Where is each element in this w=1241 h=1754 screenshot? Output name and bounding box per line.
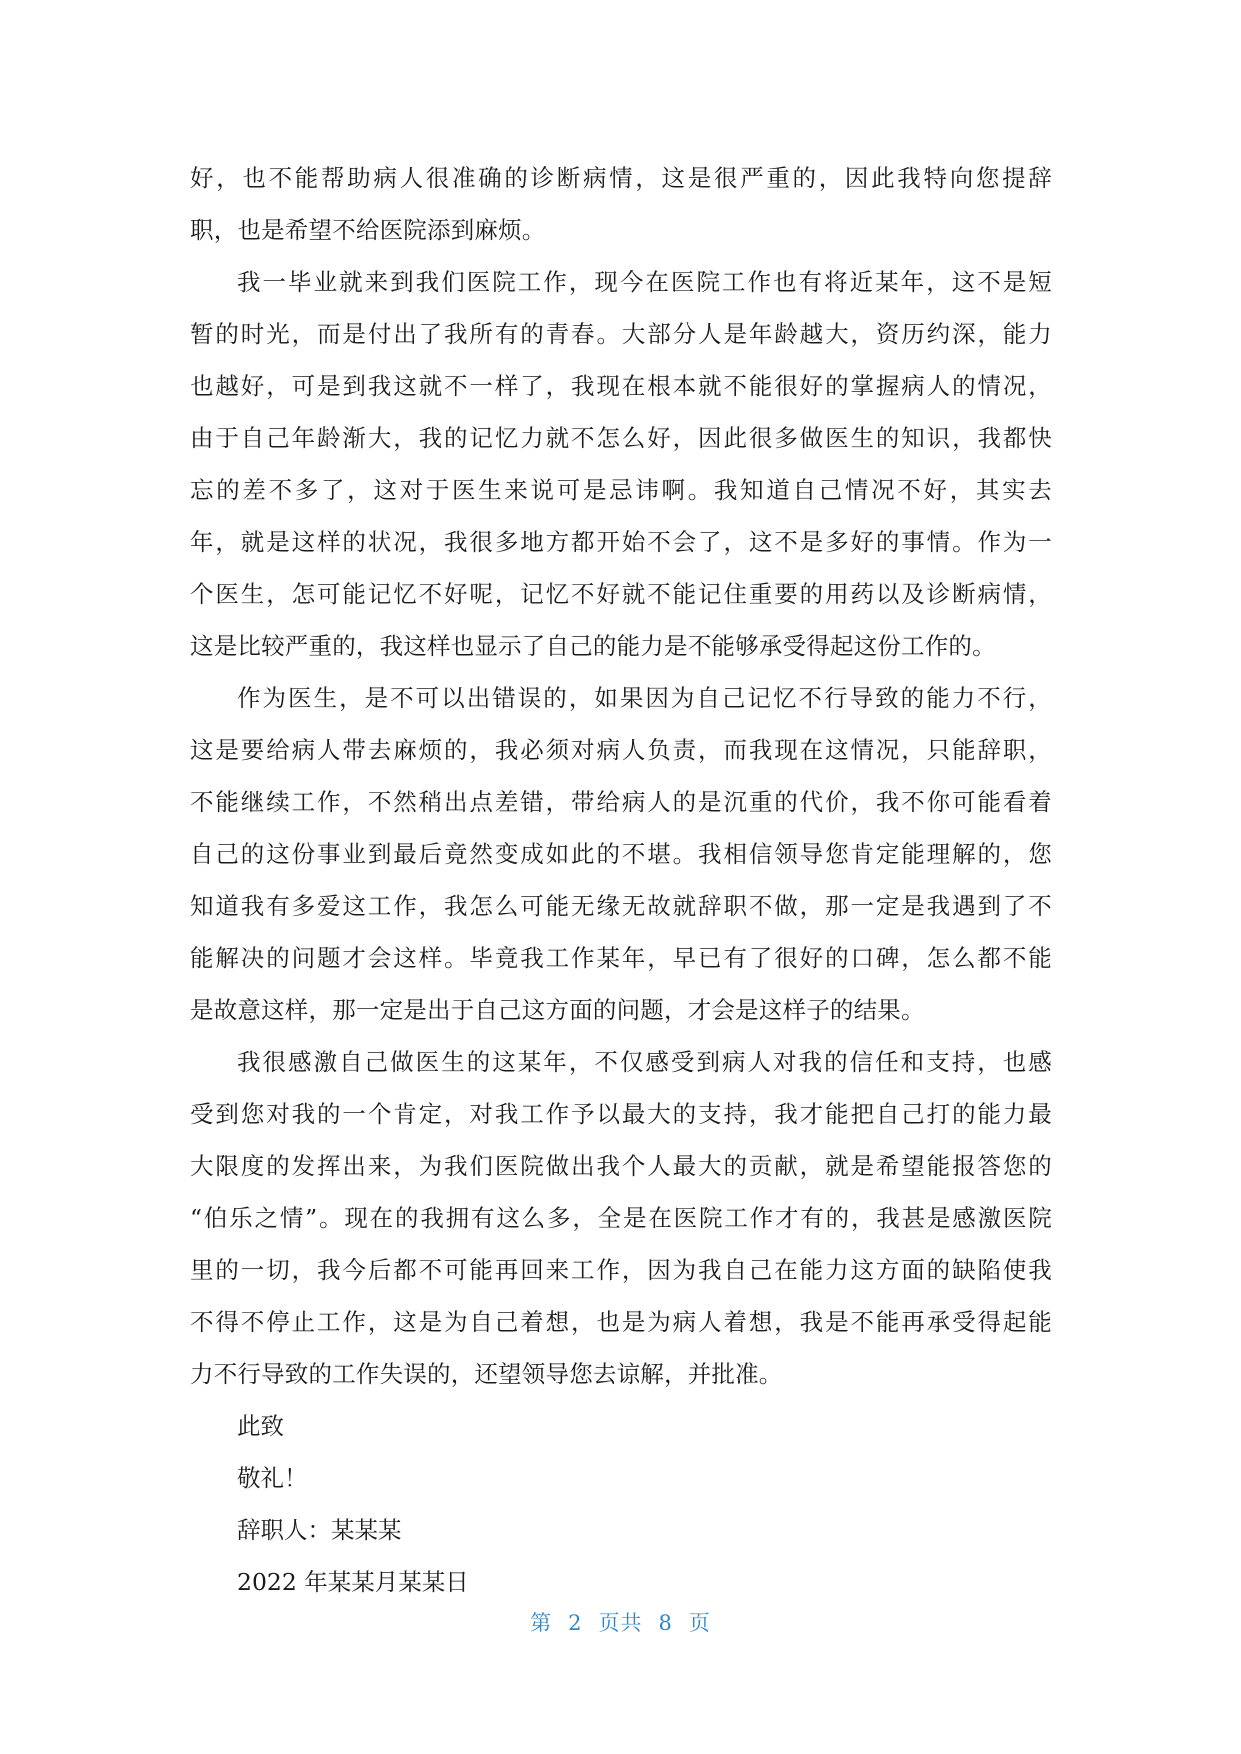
paragraph-line: 不得不停止工作，这是为自己着想，也是为病人着想，我是不能再承受得起能 [190, 1308, 1052, 1336]
paragraph-line: 大限度的发挥出来，为我们医院做出我个人最大的贡献，就是希望能报答您的 [190, 1152, 1052, 1180]
paragraph [190, 256, 1052, 672]
page-footer [0, 1607, 1241, 1637]
paragraph [190, 672, 1052, 1036]
footer-prefix: 第 [530, 1611, 553, 1635]
paragraph-line: 力不行导致的工作失误的，还望领导您去谅解，并批准。 [190, 1360, 783, 1388]
paragraph [190, 152, 1052, 256]
paragraph-line: 我一毕业就来到我们医院工作，现今在医院工作也有将近某年，这不是短 [237, 268, 1052, 296]
paragraph-line: 年，就是这样的状况，我很多地方都开始不会了，这不是多好的事情。作为一 [190, 528, 1052, 556]
paragraph-line: 暂的时光，而是付出了我所有的青春。大部分人是年龄越大，资历约深，能力 [190, 320, 1052, 348]
closing-respect: 敬礼！ [237, 1464, 308, 1492]
paragraph-line: “伯乐之情”。现在的我拥有这么多，全是在医院工作才有的，我甚是感激医院 [190, 1204, 1052, 1232]
paragraph-line: 这是要给病人带去麻烦的，我必须对病人负责，而我现在这情况，只能辞职， [190, 736, 1052, 764]
closing-date: 2022 年某某月某某日 [237, 1568, 469, 1596]
paragraph-line: 是故意这样，那一定是出于自己这方面的问题，才会是这样子的结果。 [190, 996, 925, 1024]
paragraph [190, 1036, 1052, 1400]
paragraph-line: 受到您对我的一个肯定，对我工作予以最大的支持，我才能把自己打的能力最 [190, 1100, 1052, 1128]
paragraph-line: 我很感激自己做医生的这某年，不仅感受到病人对我的信任和支持，也感 [237, 1048, 1052, 1076]
footer-middle: 页共 [598, 1611, 643, 1635]
footer-page-number: 2 [568, 1611, 583, 1635]
paragraph-line: 好，也不能帮助病人很准确的诊断病情，这是很严重的，因此我特向您提辞 [190, 164, 1052, 192]
closing-salutation: 此致 [237, 1412, 284, 1440]
paragraph-line: 这是比较严重的，我这样也显示了自己的能力是不能够承受得起这份工作的。 [190, 632, 996, 660]
paragraph-line: 个医生，怎可能记忆不好呢，记忆不好就不能记住重要的用药以及诊断病情， [190, 580, 1052, 608]
paragraph-line: 由于自己年龄渐大，我的记忆力就不怎么好，因此很多做医生的知识，我都快 [190, 424, 1052, 452]
letter-body [190, 152, 1052, 1608]
footer-suffix: 页 [688, 1611, 711, 1635]
paragraph-line: 里的一切，我今后都不可能再回来工作，因为我自己在能力这方面的缺陷使我 [190, 1256, 1052, 1284]
paragraph-line: 知道我有多爱这工作，我怎么可能无缘无故就辞职不做，那一定是我遇到了不 [190, 892, 1052, 920]
footer-total-pages: 8 [658, 1611, 673, 1635]
closing-signer: 辞职人：某某某 [237, 1516, 402, 1544]
paragraph-line: 职，也是希望不给医院添到麻烦。 [190, 216, 546, 244]
paragraph-line: 能解决的问题才会这样。毕竟我工作某年，早已有了很好的口碑，怎么都不能 [190, 944, 1052, 972]
paragraph-line: 也越好，可是到我这就不一样了，我现在根本就不能很好的掌握病人的情况， [190, 372, 1052, 400]
paragraph-line: 作为医生，是不可以出错误的，如果因为自己记忆不行导致的能力不行， [237, 684, 1052, 712]
paragraph-line: 自己的这份事业到最后竟然变成如此的不堪。我相信领导您肯定能理解的，您 [190, 840, 1052, 868]
paragraph-line: 不能继续工作，不然稍出点差错，带给病人的是沉重的代价，我不你可能看着 [190, 788, 1052, 816]
paragraph-line: 忘的差不多了，这对于医生来说可是忌讳啊。我知道自己情况不好，其实去 [190, 476, 1052, 504]
